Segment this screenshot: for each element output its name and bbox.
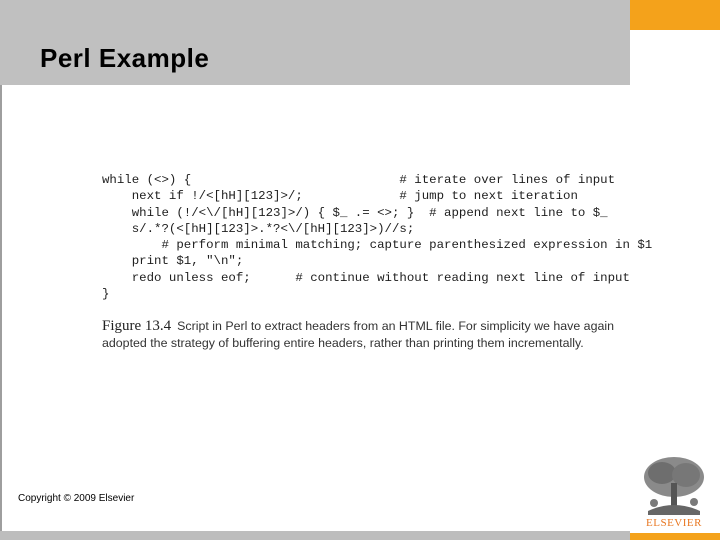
code-line: while (!/<\/[hH][123]>/) { $_ .= <>; } # append next line to $_ (102, 205, 608, 220)
code-line: } (102, 287, 110, 302)
caption-text: Script in Perl to extract headers from an HTML file. For simplicity we have again adopted the strategy of buffering entire headers, rather than printing them incrementally. (102, 319, 614, 350)
accent-block-bottom (630, 533, 720, 540)
code-line: print $1, "\n"; (102, 254, 244, 269)
accent-block-top (630, 0, 720, 30)
bottom-rule (0, 531, 630, 540)
code-listing (102, 172, 653, 302)
elsevier-logo (638, 455, 710, 533)
code-line: s/.*?(<[hH][123]>.*?<\/[hH][123]>)//s; (102, 221, 415, 236)
code-line: redo unless eof; # continue without reading next line of input (102, 270, 630, 285)
logo-wordmark: ELSEVIER (646, 517, 702, 529)
figure-caption (102, 318, 622, 352)
code-line: while (<>) { # iterate over lines of input (102, 173, 616, 187)
code-line: next if !/<[hH][123]>/; # jump to next iteration (102, 189, 578, 204)
left-rule (0, 85, 2, 531)
copyright-text: Copyright © 2009 Elsevier (18, 493, 135, 504)
slide-title: Perl Example (40, 43, 210, 73)
elsevier-tree-logo-icon (638, 455, 710, 517)
code-line: # perform minimal matching; capture parenthesized expression in $1 (102, 238, 653, 253)
figure-label: Figure 13.4 (102, 318, 172, 334)
